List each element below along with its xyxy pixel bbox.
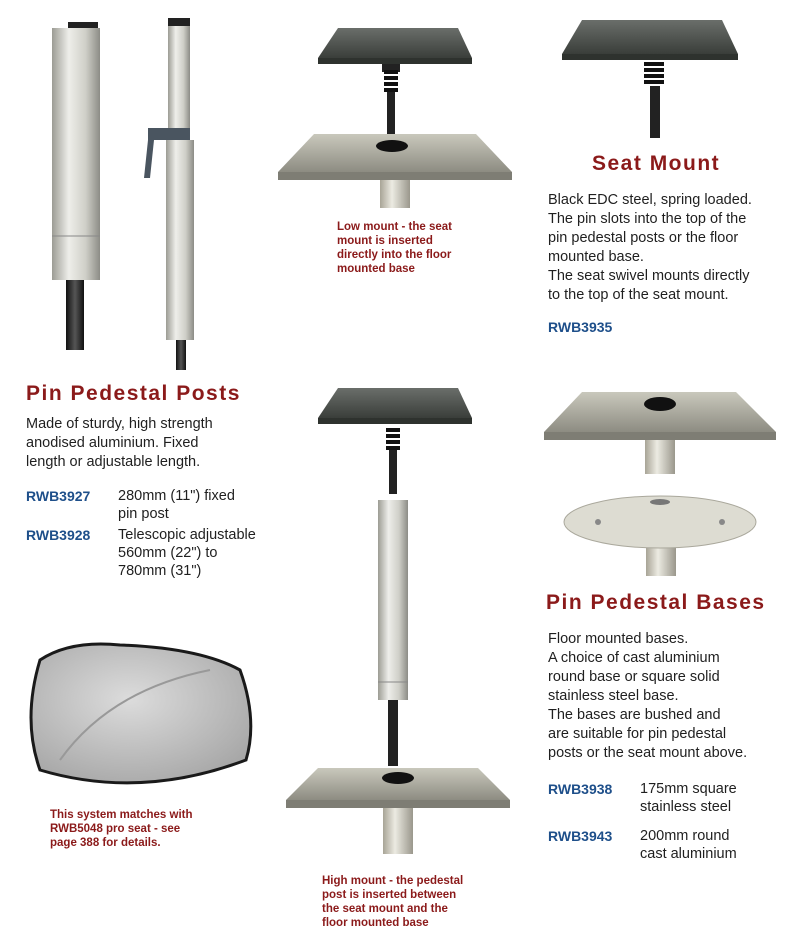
- seat-mount-heading: Seat Mount: [592, 152, 721, 175]
- round-base-image: [564, 496, 756, 576]
- telescopic-pin-post-image: [144, 18, 194, 370]
- seat-mount-image: [562, 20, 738, 138]
- product-code-rwb3928: RWB3928: [26, 527, 91, 543]
- bases-description: Floor mounted bases. A choice of cast aluminium round base or square solid stainless steel base. The bases are bushed and are suitable for pin pedestal posts or the seat mount above.: [548, 631, 748, 761]
- fixed-pin-post-image: [52, 22, 100, 350]
- pin-posts-heading: Pin Pedestal Posts: [26, 382, 241, 405]
- product-code-rwb3938: RWB3938: [548, 781, 613, 797]
- seat-image: [31, 644, 251, 783]
- seat-caption: This system matches with RWB5048 pro seat - see page 388 for details.: [50, 809, 193, 849]
- pin-posts-description: Made of sturdy, high strength anodised aluminium. Fixed length or adjustable length.: [26, 416, 213, 470]
- product-code-rwb3927: RWB3927: [26, 488, 91, 504]
- bases-heading: Pin Pedestal Bases: [546, 591, 766, 614]
- product-code-rwb3935: RWB3935: [548, 319, 613, 335]
- high-mount-caption: High mount - the pedestal post is inserted between the seat mount and the floor mounted base: [322, 875, 464, 929]
- product-code-rwb3943: RWB3943: [548, 828, 613, 844]
- product-desc-rwb3938: 175mm square stainless steel: [640, 781, 737, 815]
- product-desc-rwb3928: Telescopic adjustable 560mm (22") to 780mm (31"): [118, 527, 256, 579]
- product-desc-rwb3943: 200mm round cast aluminium: [640, 828, 737, 862]
- square-base-image: [544, 392, 776, 474]
- seat-mount-description: Black EDC steel, spring loaded. The pin slots into the top of the pin pedestal posts or the floor mounted base. The seat swivel mounts directly to the top of the seat mount.: [548, 192, 752, 303]
- low-mount-image: [278, 28, 512, 208]
- low-mount-caption: Low mount - the seat mount is inserted directly into the floor mounted base: [337, 221, 452, 275]
- high-mount-image: [286, 388, 510, 854]
- product-desc-rwb3927: 280mm (11") fixed pin post: [118, 488, 235, 522]
